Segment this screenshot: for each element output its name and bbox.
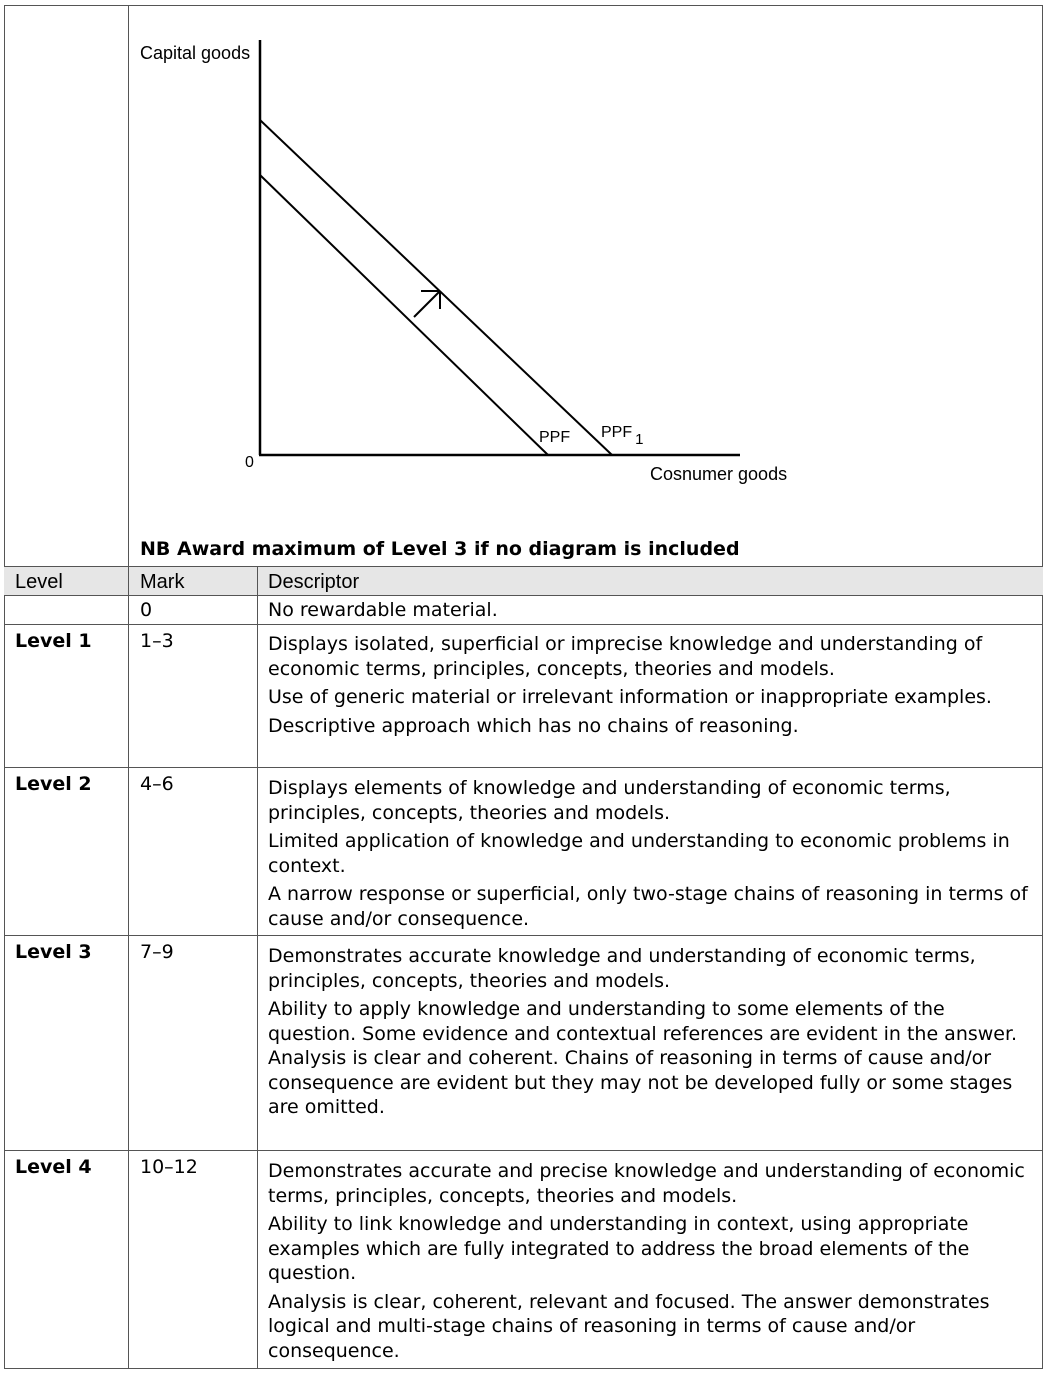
ppf1-line [260,120,612,455]
descriptor-text: Displays isolated, superficial or imprecise knowledge and understanding of economic terms, principles, concepts, theories and models. [268,633,983,680]
ppf-diagram [0,0,1050,560]
diagram-note: NB Award maximum of Level 3 if no diagram is included [140,538,740,560]
header-mark: Mark [140,571,185,593]
descriptor-text: Ability to link knowledge and understanding in context, using appropriate examples which are fully integrated to address the broad elements of the question. [268,1213,970,1284]
descriptor-text: No rewardable material. [268,599,498,621]
divider [4,595,1043,596]
ppf-line [260,175,548,455]
shift-arrow [414,291,440,317]
header-level: Level [15,571,63,593]
header-descriptor: Descriptor [268,571,360,593]
level-cell: Level 4 [15,1156,92,1178]
descriptor-text: Demonstrates accurate and precise knowledge and understanding of economic terms, principles, concepts, theories and models. [268,1160,1025,1207]
divider [4,1150,1043,1151]
descriptor-text: Ability to apply knowledge and understanding to some elements of the question. Some evidence and contextual references are evident in the answer. Analysis is clear and coherent. Chains of reasoning in terms of cause and/or consequence are evident but they may not be developed fully or some stages are omitted. [268,998,1018,1118]
mark-cell: 4–6 [140,773,174,795]
descriptor-text: A narrow response or superficial, only two-stage chains of reasoning in terms of cause and/or consequence. [268,883,1028,930]
descriptor-text: Demonstrates accurate knowledge and understanding of economic terms, principles, concepts, theories and models. [268,945,976,992]
origin-label: 0 [245,454,254,471]
descriptor-cell [268,598,1033,627]
descriptor-cell [268,632,1033,742]
descriptor-cell [268,776,1033,935]
level-cell: Level 1 [15,630,92,652]
mark-cell: 1–3 [140,630,174,652]
border-bottom [4,1368,1043,1369]
ppf-label: PPF [539,429,571,446]
descriptor-text: Displays elements of knowledge and understanding of economic terms, principles, concepts, theories and models. [268,777,951,824]
level-cell: Level 3 [15,941,92,963]
column-divider [257,566,258,1368]
descriptor-text: Analysis is clear, coherent, relevant and focused. The answer demonstrates logical and multi-stage chains of reasoning in terms of cause and/or consequence. [268,1290,990,1362]
mark-cell: 0 [140,599,153,621]
descriptor-text: Use of generic material or irrelevant information or inappropriate examples. [268,686,992,708]
descriptor-cell [268,1159,1033,1367]
descriptor-cell [268,944,1033,1124]
x-axis-label: Cosnumer goods [650,464,788,484]
divider [4,767,1043,768]
mark-cell: 7–9 [140,941,174,963]
y-axis-label: Capital goods [140,43,251,63]
descriptor-text: Limited application of knowledge and understanding to economic problems in context. [268,830,1010,877]
descriptor-text: Descriptive approach which has no chains of reasoning. [268,714,799,737]
divider [4,935,1043,936]
ppf1-label: PPF 1 [601,424,644,448]
divider [4,566,1043,567]
level-cell: Level 2 [15,773,92,795]
mark-cell: 10–12 [140,1156,198,1178]
